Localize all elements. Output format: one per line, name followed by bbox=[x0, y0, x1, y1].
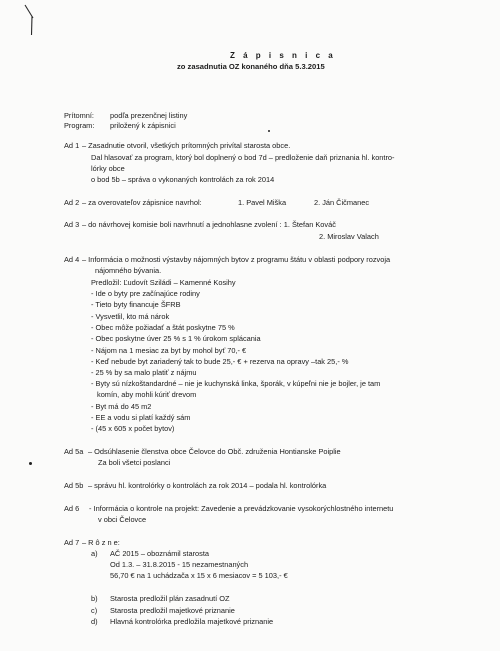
handwritten-mark-icon bbox=[22, 2, 36, 36]
item-line: Za boli všetci poslanci bbox=[98, 458, 171, 467]
item-line: - EE a vodu si platí každý sám bbox=[91, 413, 191, 422]
item-line: - Ide o byty pre začínajúce rodiny bbox=[91, 289, 200, 298]
item-label: Ad 3 bbox=[64, 220, 80, 229]
item-line: - Tieto byty financuje ŠFRB bbox=[91, 300, 181, 309]
item-marker: a) bbox=[91, 549, 98, 558]
item-label: Ad 1 bbox=[64, 141, 80, 150]
item-line: 56,70 € na 1 uchádzača x 15 x 6 mesiacov = 5 103,- € bbox=[110, 571, 288, 580]
item-line: - Obec poskytne úver 25 % s 1 % úrokom splácania bbox=[91, 334, 261, 343]
item-line: - Keď nebude byt zariadený tak to bude 25,- € + rezerva na opravy –tak 25,- % bbox=[91, 357, 349, 366]
item-line: nájomného bývania. bbox=[95, 266, 162, 275]
item-label: Ad 7 bbox=[64, 538, 80, 547]
item-line: - 25 % by sa malo platiť z nájmu bbox=[91, 368, 197, 377]
scan-speck bbox=[29, 462, 32, 465]
item-label: Ad 6 bbox=[64, 504, 80, 513]
item-line: lórky obce bbox=[91, 164, 125, 173]
item-line: – do návrhovej komisie boli navrhnutí a jednohlasne zvolení : 1. Štefan Kováč bbox=[82, 220, 336, 229]
item-line: v obci Čelovce bbox=[98, 515, 147, 524]
item-marker: b) bbox=[91, 594, 98, 603]
item-label: Ad 5b bbox=[64, 481, 84, 490]
item-line: – Odsúhlasenie členstva obce Čelovce do Obč. združenia Hontianske Poiplie bbox=[88, 447, 341, 456]
item-line: – R ô z n e: bbox=[82, 538, 120, 547]
item-line: – Informácia o možnosti výstavby nájomných bytov z programu štátu v oblasti podpory rozvoja bbox=[82, 255, 391, 264]
item-marker: d) bbox=[91, 617, 98, 626]
document-subtitle: zo zasadnutia OZ konaného dňa 5.3.2015 bbox=[177, 62, 325, 71]
item-line: o bod 5b – správa o vykonaných kontrolách za rok 2014 bbox=[91, 175, 275, 184]
item-line: - Byty sú nízkoštandardné – nie je kuchynská linka, šporák, v kúpeľni nie je bojler, je tam bbox=[91, 379, 381, 388]
program-label: Program: bbox=[64, 121, 95, 130]
item-line: Starosta predložil plán zasadnutí OZ bbox=[110, 594, 230, 603]
item-line: - (45 x 605 x počet bytov) bbox=[91, 424, 175, 433]
item-line: - Obec môže požiadať a štát poskytne 75 % bbox=[91, 323, 235, 332]
item-line: 2. Ján Čičmanec bbox=[314, 198, 370, 207]
item-line: – za overovateľov zápisnice navrhol: bbox=[82, 198, 202, 207]
item-line: 2. Miroslav Valach bbox=[319, 232, 379, 241]
item-line: AČ 2015 – oboznámil starosta bbox=[110, 549, 210, 558]
item-line: Hlavná kontrolórka predložila majetkové priznanie bbox=[110, 617, 274, 626]
present-value: podľa prezenčnej listiny bbox=[110, 111, 188, 120]
present-label: Prítomní: bbox=[64, 111, 94, 120]
item-marker: c) bbox=[91, 606, 98, 615]
program-value: priložený k zápisnici bbox=[110, 121, 176, 130]
item-label: Ad 5a bbox=[64, 447, 84, 456]
item-line: - Nájom na 1 mesiac za byt by mohol byť 70,- € bbox=[91, 346, 247, 355]
item-line: Starosta predložil majetkové priznanie bbox=[110, 606, 235, 615]
item-line: Dal hlasovať za program, ktorý bol doplnený o bod 7d – predloženie daň priznania hl. kontro- bbox=[91, 153, 395, 162]
item-line: - Informácia o kontrole na projekt: Zavedenie a prevádzkovanie vysokorýchlostného internetu bbox=[89, 504, 394, 513]
item-line: Od 1.3. – 31.8.2015 - 15 nezamestnaných bbox=[110, 560, 249, 569]
item-line: - Byt má do 45 m2 bbox=[91, 402, 152, 411]
scan-speck bbox=[268, 130, 270, 132]
item-line: 1. Pavel Miška bbox=[238, 198, 287, 207]
item-line: Predložil: Ľudovít Sziládi – Kamenné Kosihy bbox=[91, 278, 236, 287]
item-line: komín, aby mohli kúriť drevom bbox=[97, 390, 197, 399]
item-line: - Vysvetlil, kto má nárok bbox=[91, 312, 170, 321]
document-title: Z á p i s n i c a bbox=[230, 51, 336, 60]
item-label: Ad 4 bbox=[64, 255, 80, 264]
item-label: Ad 2 bbox=[64, 198, 80, 207]
item-line: – Zasadnutie otvoril, všetkých prítomných privítal starosta obce. bbox=[82, 141, 291, 150]
item-line: – správu hl. kontrolórky o kontrolách za rok 2014 – podala hl. kontrolórka bbox=[88, 481, 327, 490]
